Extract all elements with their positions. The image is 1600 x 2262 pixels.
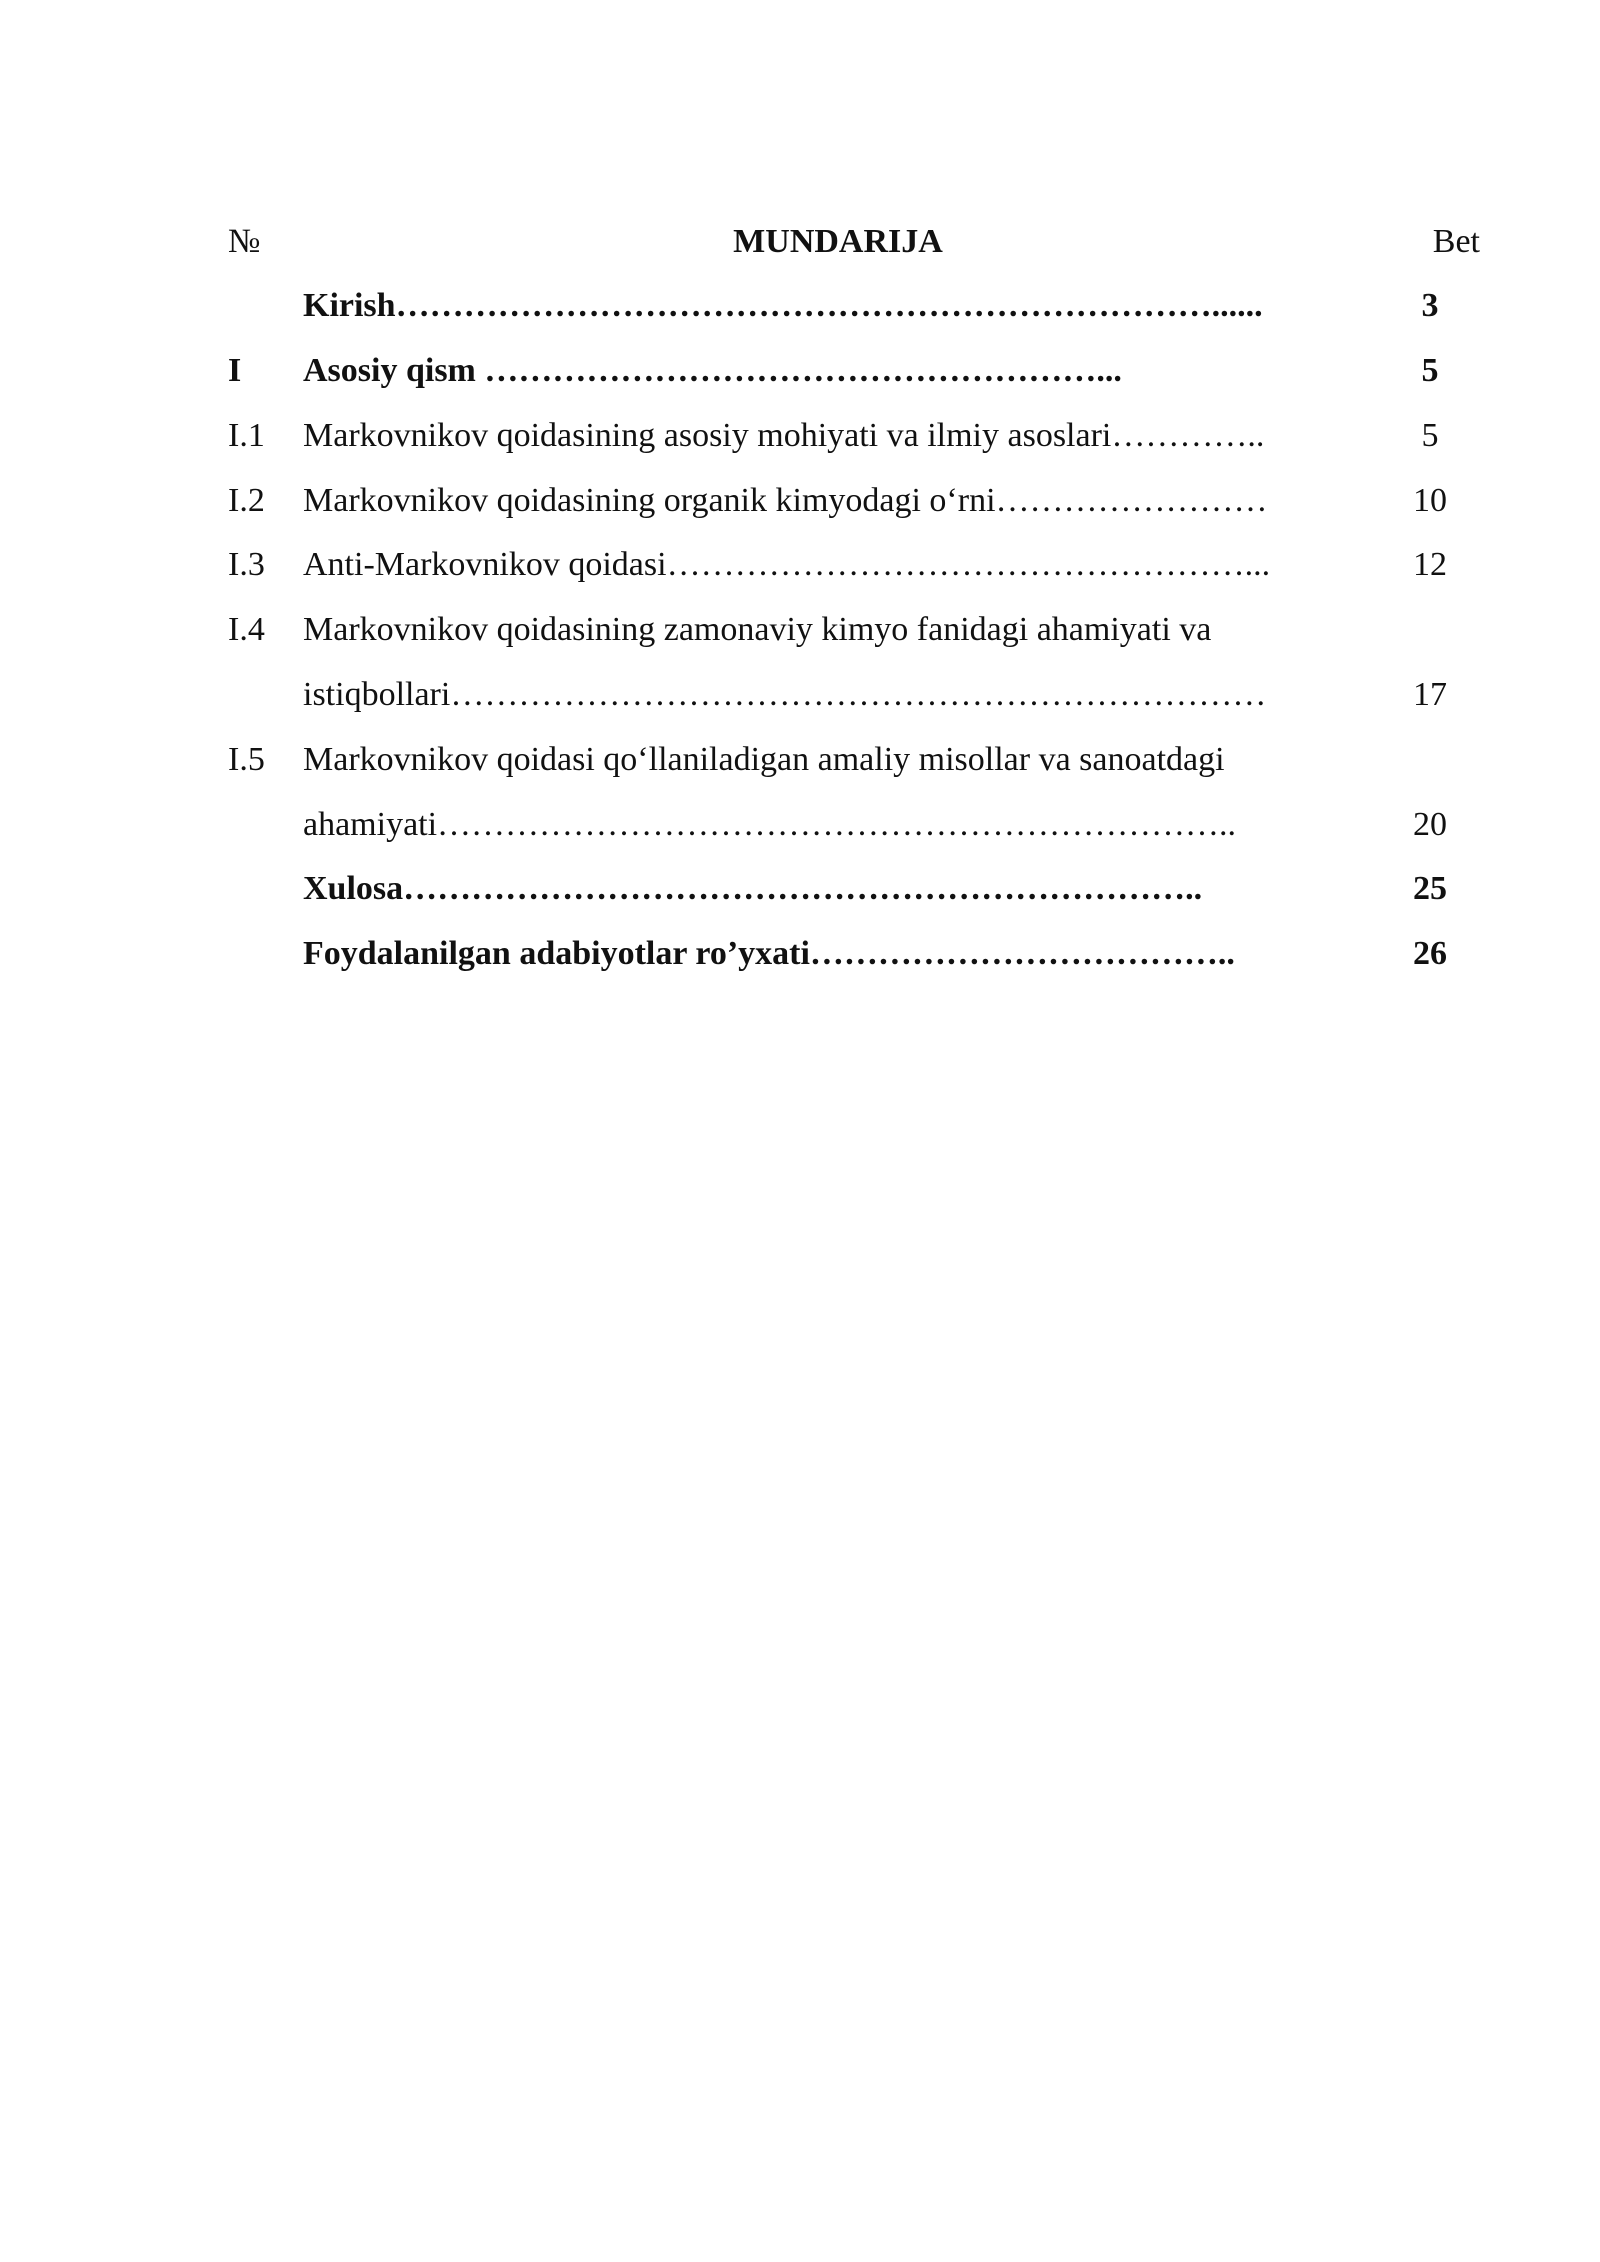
entry-page: 26 bbox=[1413, 935, 1447, 972]
entry-title: istiqbollari……………………………………………………………… bbox=[303, 676, 1267, 713]
toc-entry bbox=[0, 471, 1600, 531]
entry-title: Markovnikov qoidasining organik kimyodagi o‘rni…………………… bbox=[303, 482, 1268, 519]
toc-header-row bbox=[0, 212, 1600, 272]
number-column-label: № bbox=[228, 223, 261, 260]
entry-number: I.2 bbox=[228, 482, 265, 519]
entry-title: Markovnikov qoidasi qo‘llaniladigan amaliy misollar va sanoatdagi bbox=[303, 741, 1225, 778]
toc-entry bbox=[0, 924, 1600, 984]
entry-number: I.4 bbox=[228, 611, 265, 648]
toc-entry bbox=[0, 535, 1600, 595]
toc-entry bbox=[0, 406, 1600, 466]
toc-entry bbox=[0, 341, 1600, 401]
entry-page: 20 bbox=[1413, 806, 1447, 843]
entry-page: 17 bbox=[1413, 676, 1447, 713]
entry-title: Markovnikov qoidasining zamonaviy kimyo fanidagi ahamiyati va bbox=[303, 611, 1212, 648]
toc-entry bbox=[0, 730, 1600, 790]
entry-title: Foydalanilgan adabiyotlar ro’yxati……………………………….. bbox=[303, 935, 1235, 972]
toc-title: MUNDARIJA bbox=[733, 223, 943, 260]
entry-title: Asosiy qism ………………………………………………... bbox=[303, 352, 1122, 389]
toc-entry bbox=[0, 600, 1600, 660]
entry-number: I.5 bbox=[228, 741, 265, 778]
entry-title: Xulosa…………………………………………………………….. bbox=[303, 870, 1203, 907]
entry-number: I bbox=[228, 352, 242, 389]
entry-page: 25 bbox=[1413, 870, 1447, 907]
entry-title: Anti-Markovnikov qoidasi……………………………………………... bbox=[303, 546, 1271, 583]
entry-page: 3 bbox=[1421, 287, 1439, 324]
entry-page: 5 bbox=[1421, 352, 1439, 389]
entry-page: 10 bbox=[1413, 482, 1447, 519]
entry-number: I.3 bbox=[228, 546, 265, 583]
entry-title: ahamiyati…………………………………………………………….. bbox=[303, 806, 1237, 843]
page-column-label: Bet bbox=[1432, 223, 1480, 260]
toc-entry-continuation bbox=[0, 795, 1600, 855]
entry-number: I.1 bbox=[228, 417, 265, 454]
entry-title: Kirish………………………………………………………………...... bbox=[303, 287, 1263, 324]
entry-page: 5 bbox=[1421, 417, 1439, 454]
entry-page: 12 bbox=[1413, 546, 1447, 583]
toc-entry bbox=[0, 859, 1600, 919]
toc-entry-continuation bbox=[0, 665, 1600, 725]
toc-entry bbox=[0, 276, 1600, 336]
entry-title: Markovnikov qoidasining asosiy mohiyati va ilmiy asoslari………….. bbox=[303, 417, 1265, 454]
